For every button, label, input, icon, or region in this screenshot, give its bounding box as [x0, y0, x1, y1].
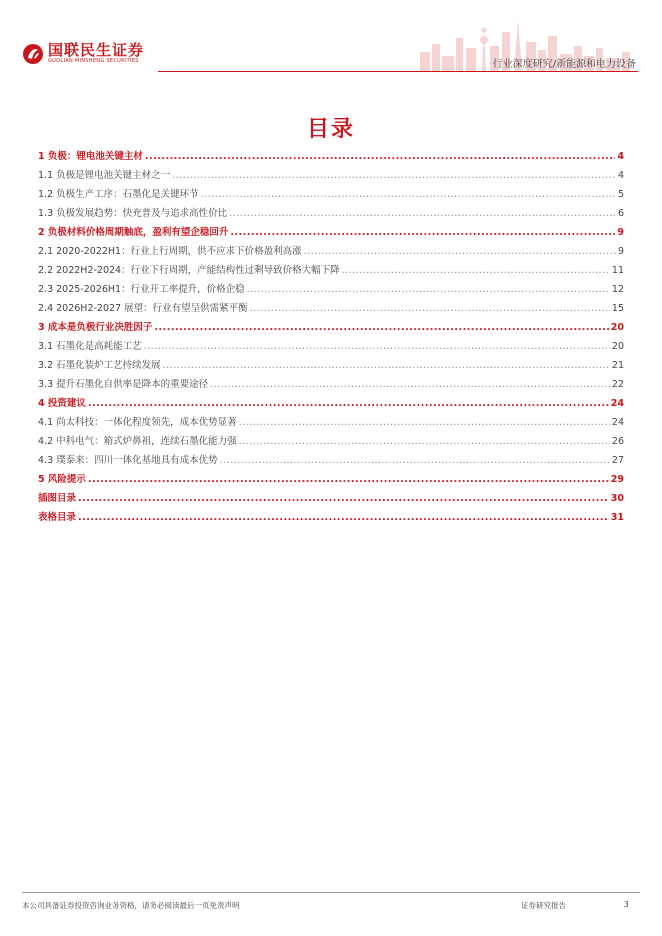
toc-entry-page: 21	[611, 360, 624, 371]
toc-entry[interactable]	[38, 414, 624, 433]
toc-dot-leader	[230, 227, 615, 238]
toc-dot-leader	[239, 417, 610, 428]
toc-entry-label: 4 投资建议	[38, 398, 86, 409]
toc-entry-page: 15	[611, 303, 624, 314]
toc-entry[interactable]	[38, 205, 624, 224]
toc-dot-leader	[145, 151, 615, 162]
toc-entry-label: 表格目录	[38, 512, 77, 523]
toc-entry[interactable]	[38, 509, 624, 528]
toc-entry[interactable]	[38, 224, 624, 243]
toc-entry-label: 3.1 石墨化是高耗能工艺	[38, 341, 142, 352]
toc-entry-page: 9	[617, 227, 624, 238]
toc-entry-label: 2.3 2025-2026H1：行业开工率提升，价格企稳	[38, 284, 245, 295]
toc-dot-leader	[88, 474, 609, 485]
toc-entry-page: 20	[610, 322, 624, 333]
toc-entry-label: 1.3 负极发展趋势：快充普及与追求高性价比	[38, 208, 228, 219]
page-header	[0, 0, 662, 80]
toc-title: 目录	[306, 117, 355, 142]
toc-entry[interactable]	[38, 281, 624, 300]
toc-entry-label: 4.2 中科电气：箱式炉鼻祖，连续石墨化能力强	[38, 436, 237, 447]
toc-entry-label: 2.1 2020-2022H1：行业上行周期，供不应求下价格盈利高涨	[38, 246, 302, 257]
toc-entry[interactable]	[38, 148, 624, 167]
toc-dot-leader	[247, 284, 610, 295]
toc-entry-page: 20	[611, 341, 624, 352]
table-of-contents	[38, 148, 624, 528]
toc-dot-leader	[78, 493, 609, 504]
toc-entry-page: 4	[617, 151, 624, 162]
toc-entry-label: 5 风险提示	[38, 474, 86, 485]
brand-logo	[22, 42, 144, 65]
toc-entry[interactable]	[38, 186, 624, 205]
toc-entry[interactable]	[38, 262, 624, 281]
page-number: 3	[624, 900, 629, 909]
toc-dot-leader	[342, 265, 610, 276]
toc-entry-label: 1.2 负极生产工序：石墨化是关键环节	[38, 189, 199, 200]
toc-entry-page: 5	[617, 189, 624, 200]
toc-entry-label: 插图目录	[38, 493, 77, 504]
toc-entry-label: 2.4 2026H2-2027 展望：行业有望呈供需紧平衡	[38, 303, 248, 314]
header-divider	[158, 71, 638, 72]
toc-entry-label: 3.3 提升石墨化自供率是降本的重要途径	[38, 379, 209, 390]
toc-entry-page: 26	[611, 436, 624, 447]
toc-dot-leader	[172, 170, 616, 181]
toc-entry-page: 6	[617, 208, 624, 219]
toc-entry-label: 4.3 璞泰来：四川一体化基地具有成本优势	[38, 455, 218, 466]
toc-entry-page: 12	[611, 284, 624, 295]
toc-dot-leader	[144, 341, 610, 352]
toc-entry-page: 24	[610, 398, 624, 409]
toc-entry[interactable]	[38, 395, 624, 414]
toc-entry[interactable]	[38, 433, 624, 452]
toc-entry[interactable]	[38, 376, 624, 395]
toc-dot-leader	[239, 436, 610, 447]
logo-chinese-name: 国联民生证券	[48, 41, 145, 59]
toc-dot-leader	[201, 189, 616, 200]
toc-entry-page: 24	[611, 417, 624, 428]
toc-entry[interactable]	[38, 243, 624, 262]
footer-report-type: 证券研究报告	[521, 901, 566, 910]
toc-dot-leader	[250, 303, 610, 314]
toc-entry-page: 27	[611, 455, 624, 466]
toc-entry[interactable]	[38, 338, 624, 357]
toc-dot-leader	[163, 360, 610, 371]
toc-entry-page: 9	[617, 246, 624, 257]
toc-entry-page: 11	[611, 265, 624, 276]
toc-entry[interactable]	[38, 357, 624, 376]
toc-entry[interactable]	[38, 490, 624, 509]
footer-disclaimer: 本公司具备证券投资咨询业务资格，请务必阅读最后一页免责声明	[22, 901, 240, 910]
toc-dot-leader	[210, 379, 610, 390]
logo-emblem-icon	[22, 43, 44, 65]
toc-entry-label: 1 负极：锂电池关键主材	[38, 151, 143, 162]
footer-divider	[22, 892, 640, 893]
toc-dot-leader	[88, 398, 609, 409]
toc-entry[interactable]	[38, 300, 624, 319]
toc-entry-label: 4.1 尚太科技：一体化程度领先，成本优势显著	[38, 417, 237, 428]
toc-entry[interactable]	[38, 167, 624, 186]
logo-english-name: GUOLIAN MINSHENG SECURITIES	[48, 58, 139, 64]
toc-entry-label: 2.2 2022H2-2024：行业下行周期，产能结构性过剩导致价格大幅下降	[38, 265, 340, 276]
toc-entry-label: 2 负极材料价格周期触底，盈利有望企稳回升	[38, 227, 229, 238]
toc-entry-page: 30	[610, 493, 624, 504]
toc-entry-page: 22	[611, 379, 624, 390]
toc-entry[interactable]	[38, 319, 624, 338]
toc-dot-leader	[78, 512, 609, 523]
toc-dot-leader	[154, 322, 608, 333]
toc-entry[interactable]	[38, 452, 624, 471]
toc-entry[interactable]	[38, 471, 624, 490]
toc-entry-label: 3.2 石墨化装炉工艺持续发展	[38, 360, 161, 371]
toc-entry-label: 3 成本是负极行业决胜因子	[38, 322, 153, 333]
toc-entry-page: 31	[610, 512, 624, 523]
toc-entry-page: 4	[617, 170, 624, 181]
toc-dot-leader	[229, 208, 616, 219]
toc-entry-label: 1.1 负极是锂电池关键主材之一	[38, 170, 171, 181]
toc-dot-leader	[220, 455, 610, 466]
report-category: 行业深度研究/新能源和电力设备	[492, 59, 636, 70]
toc-entry-page: 29	[610, 474, 624, 485]
toc-dot-leader	[304, 246, 616, 257]
